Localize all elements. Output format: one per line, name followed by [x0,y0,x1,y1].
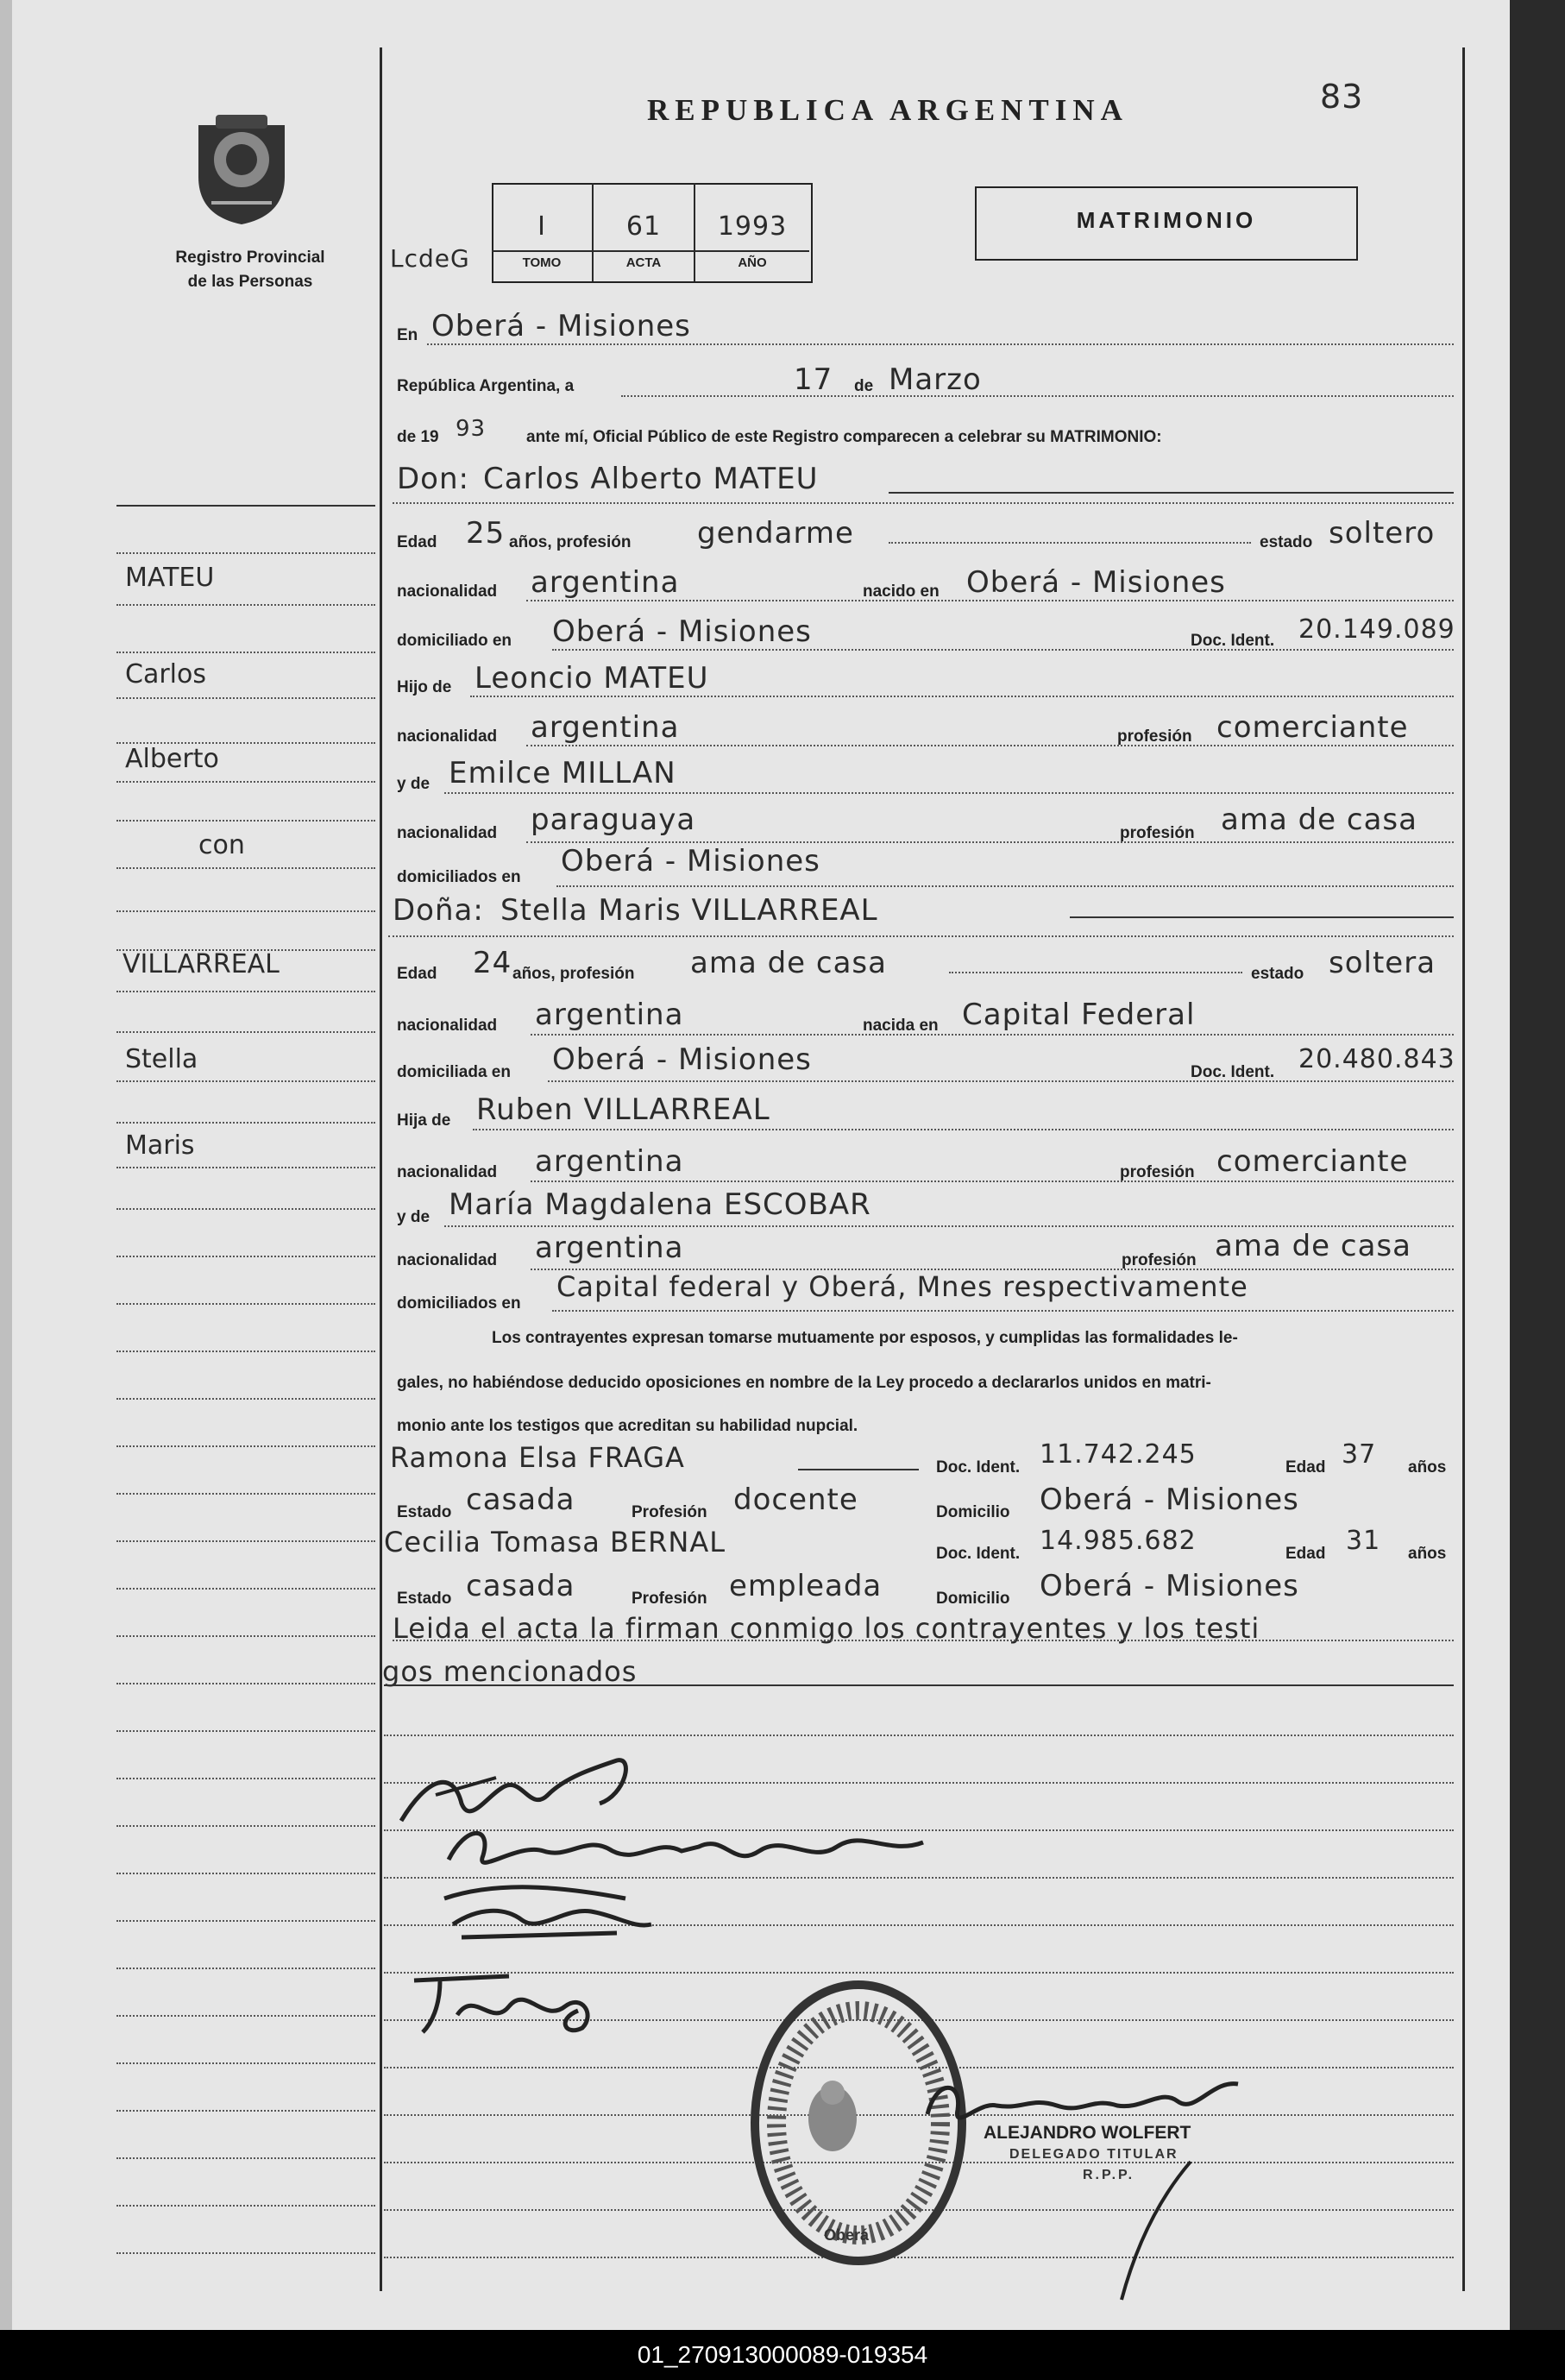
margin-rule [116,781,375,783]
rule [531,1181,1454,1182]
image-id-caption: 01_270913000089-019354 [0,2330,1565,2380]
margin-con: con [198,830,245,860]
domicilio-label: Domicilio [936,1503,1010,1521]
estado-label: Estado [397,1503,452,1521]
nacionalidad-label: nacionalidad [397,1017,498,1035]
margin-rule [116,1256,375,1257]
rule [552,649,1454,651]
groom-father-profession: comerciante [1216,710,1409,745]
margin-rule [116,1683,375,1684]
rule [393,1640,1454,1641]
rule [388,935,1454,937]
bride-birthplace: Capital Federal [962,998,1196,1032]
rule [393,502,1454,504]
rule [384,1684,1454,1686]
groom-profession: gendarme [697,516,854,551]
page-edge [1510,0,1565,2330]
yde-label: y de [397,1208,431,1226]
hija-label: Hija de [397,1111,451,1130]
groom-father-nationality: argentina [531,710,680,745]
margin-rule [116,2062,375,2064]
doc-label: Doc. Ident. [936,1458,1021,1476]
binding-edge [0,0,12,2330]
profesion-label: profesión [1122,1251,1197,1269]
cell-divider [492,250,809,252]
country-title: REPUBLICA ARGENTINA [647,93,1128,127]
rule [384,1735,1454,1736]
rule [552,1310,1454,1312]
bride-father-nationality: argentina [535,1144,684,1179]
doc-label: Doc. Ident. [1191,632,1275,650]
bride-parents-domicile: Capital federal y Oberá, Mnes respectivamente [556,1270,1248,1303]
margin-rule [116,652,375,653]
witness-1-domicile: Oberá - Misiones [1040,1483,1299,1517]
intro-statement: ante mí, Oficial Público de este Registro comparecen a celebrar su MATRIMONIO: [526,428,1162,446]
right-margin-line [1462,47,1465,2291]
bride-age: 24 [473,946,512,980]
profesion-label: profesión [1120,1163,1195,1181]
groom-nationality: argentina [531,565,680,600]
nacionalidad-label: nacionalidad [397,824,498,842]
rule [621,395,1454,397]
groom-doc: 20.149.089 [1298,614,1455,645]
groom-name: Carlos Alberto MATEU [483,462,819,496]
nacido-label: nacido en [863,582,940,601]
edad-label: Edad [1285,1545,1326,1563]
domiciliados-label: domiciliados en [397,868,521,886]
bride-doc: 20.480.843 [1298,1044,1455,1074]
groom-birthplace: Oberá - Misiones [966,565,1226,600]
bride-nationality: argentina [535,998,684,1032]
margin-rule [116,1778,375,1779]
edad-label: Edad [397,965,437,983]
rule [470,696,1454,697]
rule [531,1034,1454,1036]
domiciliado-label: domiciliado en [397,632,512,650]
margin-rule [116,1730,375,1732]
rule [889,542,1251,544]
groom-father: Leoncio MATEU [475,661,709,696]
margin-rule [116,1968,375,1969]
bride-mother-nationality: argentina [535,1231,684,1265]
margin-rule [116,1445,375,1447]
anios-label: años, profesión [509,533,632,551]
anios-label: años [1408,1545,1447,1563]
margin-bride-surname: VILLARREAL [123,949,280,979]
margin-rule [116,1303,375,1305]
witness-1-estado: casada [466,1483,575,1517]
bride-mother: María Magdalena ESCOBAR [449,1187,871,1222]
witness-2-doc: 14.985.682 [1040,1526,1197,1556]
margin-rule [116,1080,375,1082]
margin-rule [116,1493,375,1495]
estado-label: estado [1260,533,1313,551]
anios-label: años, profesión [512,965,635,983]
registry-name-line1: Registro Provincial [175,249,325,267]
profesion-label: profesión [1117,727,1192,746]
margin-rule [116,867,375,869]
groom-estado: soltero [1329,516,1436,551]
signature-witness-1 [427,1873,660,1950]
hijo-label: Hijo de [397,678,452,696]
witness-1-name: Ramona Elsa FRAGA [390,1441,685,1474]
witness-2-age: 31 [1346,1526,1381,1556]
bride-title: Doña: [393,893,484,928]
signature-witness-2 [405,1963,613,2041]
witness-1-doc: 11.742.245 [1040,1439,1197,1470]
officer-name: ALEJANDRO WOLFERT [984,2123,1191,2143]
domiciliada-label: domiciliada en [397,1063,511,1081]
rule [526,841,1454,843]
rule [444,792,1454,794]
acta-label: ACTA [625,255,662,270]
margin-groom-surname: MATEU [125,563,215,593]
margin-rule [116,1920,375,1922]
margin-rule [116,2015,375,2017]
margin-rule [116,1122,375,1124]
estado-label: estado [1251,965,1304,983]
margin-rule [116,820,375,822]
bride-profession: ama de casa [690,946,887,980]
profesion-label: Profesión [632,1590,707,1608]
rule [889,492,1454,494]
witness-2-estado: casada [466,1569,575,1603]
rule [444,1225,1454,1227]
en-label: En [397,326,418,344]
groom-mother-profession: ama de casa [1221,803,1417,837]
margin-rule [116,1873,375,1874]
rule [473,1129,1454,1130]
groom-age: 25 [466,516,506,551]
nacida-label: nacida en [863,1017,939,1035]
margin-rule [116,505,375,507]
margin-rule [116,2252,375,2254]
rule [526,745,1454,746]
de-label: de [854,377,874,395]
groom-parents-domicile: Oberá - Misiones [561,844,820,878]
declaration-line-1: Los contrayentes expresan tomarse mutuamente por esposos, y cumplidas las formalidades le- [492,1329,1238,1347]
bride-father: Ruben VILLARREAL [476,1092,770,1127]
rule [548,1080,1454,1082]
domicilio-label: Domicilio [936,1590,1010,1608]
year-suffix: 93 [456,416,487,442]
nacionalidad-label: nacionalidad [397,1251,498,1269]
rule [427,343,1454,345]
rule [949,972,1242,973]
bride-name: Stella Maris VILLARREAL [500,893,878,928]
doc-label: Doc. Ident. [1191,1063,1275,1081]
margin-rule [116,1635,375,1637]
place: Oberá - Misiones [431,309,691,343]
tomo-label: TOMO [522,255,562,270]
margin-rule [116,2110,375,2112]
rule [556,885,1454,887]
margin-rule [116,1540,375,1542]
witness-2-profession: empleada [729,1569,883,1603]
bride-estado: soltera [1329,946,1436,980]
witness-2-domicile: Oberá - Misiones [1040,1569,1299,1603]
margin-groom-name2: Alberto [125,744,219,774]
year-prefix: de 19 [397,428,439,446]
margin-rule [116,910,375,912]
book-code: LcdeG [390,244,470,273]
anio-label: AÑO [738,255,767,270]
margin-rule [116,991,375,992]
witness-1-profession: docente [733,1483,858,1517]
closing-line-1: Leida el acta la firman conmigo los contrayentes y los testi [393,1612,1260,1645]
anios-label: años [1408,1458,1447,1476]
margin-rule [116,1208,375,1210]
margin-groom-name1: Carlos [125,659,206,689]
witness-2-name: Cecilia Tomasa BERNAL [384,1526,726,1558]
witness-1-age: 37 [1342,1439,1377,1470]
margin-rule [116,1167,375,1168]
record-type: MATRIMONIO [1076,207,1257,233]
edad-label: Edad [1285,1458,1326,1476]
groom-mother: Emilce MILLAN [449,756,676,790]
officer-abbr: R.P.P. [1083,2168,1135,2182]
domiciliados-label: domiciliados en [397,1294,521,1313]
groom-title: Don: [397,462,469,496]
rule [798,1469,919,1470]
nacionalidad-label: nacionalidad [397,727,498,746]
margin-rule [116,1398,375,1400]
bride-domicile: Oberá - Misiones [552,1042,812,1077]
margin-rule [116,604,375,606]
doc-label: Doc. Ident. [936,1545,1021,1563]
margin-rule [116,697,375,699]
margin-rule [116,552,375,554]
coat-of-arms-icon [185,108,298,229]
page-number: 83 [1320,78,1364,116]
officer-title: DELEGADO TITULAR [1009,2147,1178,2162]
bride-mother-profession: ama de casa [1215,1229,1411,1263]
yde-label: y de [397,775,431,793]
margin-rule [116,2157,375,2159]
margin-rule [116,2205,375,2207]
acta-value: 61 [625,211,662,242]
declaration-line-2: gales, no habiéndose deducido oposiciones en nombre de la Ley procedo a declararlos unidos en matri- [397,1374,1211,1392]
margin-rule [116,1825,375,1827]
margin-bride-name1: Stella [125,1044,198,1074]
tomo-value: I [537,211,546,242]
declaration-line-3: monio ante los testigos que acreditan su habilidad nupcial. [397,1417,858,1435]
margin-bride-name2: Maris [125,1130,195,1161]
nacionalidad-label: nacionalidad [397,582,498,601]
day: 17 [794,362,833,397]
groom-mother-nationality: paraguaya [531,803,696,837]
edad-label: Edad [397,533,437,551]
republica-label: República Argentina, a [397,377,575,395]
rule [526,600,1454,601]
column-divider [380,47,382,2291]
signature-officer-tail [1104,2157,1208,2304]
bride-father-profession: comerciante [1216,1144,1409,1179]
nacionalidad-label: nacionalidad [397,1163,498,1181]
profesion-label: Profesión [632,1503,707,1521]
margin-rule [116,1588,375,1590]
margin-rule [116,1031,375,1033]
groom-domicile: Oberá - Misiones [552,614,812,649]
profesion-label: profesión [1120,824,1195,842]
closing-line-2: gos mencionados [382,1655,638,1688]
margin-rule [116,1351,375,1352]
anio-value: 1993 [717,211,788,242]
stamp-city: Oberá [824,2226,870,2244]
rule [1070,916,1454,918]
estado-label: Estado [397,1590,452,1608]
registry-name-line2: de las Personas [187,273,313,291]
month: Marzo [889,362,982,397]
